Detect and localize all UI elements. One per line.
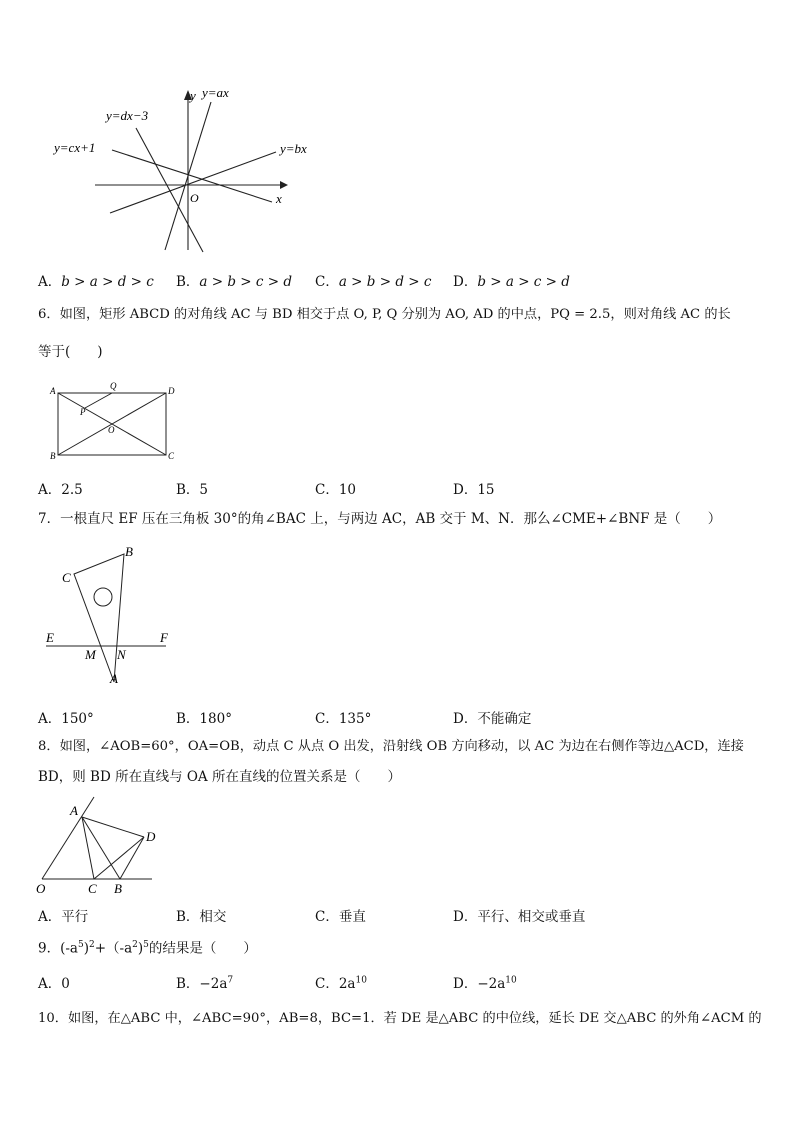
q5-option-c[interactable]: C．a > b > d > c	[315, 274, 432, 290]
origin-label: O	[190, 191, 199, 205]
label-b: B	[114, 881, 122, 896]
q8-option-c[interactable]: C．垂直	[315, 909, 366, 925]
label-c: C	[88, 881, 97, 896]
label-d: D	[146, 829, 156, 844]
q5-option-b[interactable]: B．a > b > c > d	[176, 274, 292, 290]
line-bx-label: y=bx	[280, 141, 307, 156]
q6-options	[38, 478, 758, 498]
label-p: P	[80, 407, 86, 417]
line-dx-label: y=dx−3	[106, 108, 149, 123]
segment-ad	[82, 817, 144, 837]
set-square-hole	[94, 588, 112, 606]
label-o: O	[36, 881, 46, 896]
q7-option-a[interactable]: A．150°	[38, 711, 94, 727]
q7-options	[38, 707, 758, 727]
q8-option-b[interactable]: B．相交	[176, 909, 227, 925]
q8-stem-line1: 8．如图，∠AOB=60°，OA=OB，动点 C 从点 O 出发，沿射线 OB 方向移动，以 AC 为边在右侧作等边△ACD，连接	[38, 739, 744, 754]
q10-stem-line1: 10．如图，在△ABC 中，∠ABC=90°，AB=8，BC=1．若 DE 是△ABC 的中位线，延长 DE 交△ABC 的外角∠ACM 的	[38, 1011, 762, 1026]
q7-figure	[40, 542, 190, 687]
q6-option-d[interactable]: D．15	[453, 482, 495, 498]
label-a: A	[70, 803, 78, 818]
q9-option-b[interactable]: B．$-2a^7$	[176, 975, 234, 992]
q6-stem-line2: 等于( )	[38, 344, 103, 360]
q7-option-c[interactable]: C．135°	[315, 711, 372, 727]
segment-pq	[85, 393, 112, 408]
q5-figure	[40, 80, 320, 255]
q7-stem-line1: 7．一根直尺 EF 压在三角板 30°的角∠BAC 上，与两边 AC，AB 交于 M、N．那么∠CME+∠BNF 是（ ）	[38, 511, 722, 527]
label-c: C	[168, 451, 175, 461]
label-c: C	[62, 570, 71, 585]
q9-option-a[interactable]: A．0	[38, 976, 70, 992]
q5-option-a[interactable]: A．b > a > d > c	[38, 274, 154, 290]
segment-bd	[120, 837, 144, 879]
q8-option-d[interactable]: D．平行、相交或垂直	[453, 909, 586, 925]
q8-stem-line2: BD，则 BD 所在直线与 OA 所在直线的位置关系是（ ）	[38, 769, 401, 785]
q7-option-d[interactable]: D．不能确定	[453, 711, 532, 727]
q6-option-a[interactable]: A．2.5	[38, 482, 83, 498]
q8-figure	[34, 795, 164, 897]
label-n: N	[117, 647, 126, 662]
label-f: F	[160, 630, 168, 645]
label-m: M	[85, 647, 96, 662]
line-dx	[136, 128, 203, 252]
q9-option-c[interactable]: C．$2a^{10}$	[315, 975, 367, 992]
q9-options	[38, 972, 758, 992]
q6-option-b[interactable]: B．5	[176, 482, 209, 498]
q5-option-d[interactable]: D．b > a > c > d	[453, 274, 570, 290]
q9-option-d[interactable]: D．$-2a^{10}$	[453, 975, 517, 992]
label-a: A	[50, 386, 56, 396]
q6-option-c[interactable]: C．10	[315, 482, 357, 498]
label-b: B	[50, 451, 56, 461]
label-e: E	[46, 630, 54, 645]
q5-options	[38, 270, 758, 290]
label-b: B	[125, 544, 133, 559]
q7-option-b[interactable]: B．180°	[176, 711, 232, 727]
q8-option-a[interactable]: A．平行	[38, 909, 89, 925]
label-q: Q	[110, 381, 117, 391]
y-axis-label: y	[190, 88, 196, 103]
line-cx-label: y=cx+1	[54, 140, 96, 155]
q8-options	[38, 905, 758, 925]
q9-stem: 9．$(-a^5)^2+(-a^2)^5$的结果是（ ）	[38, 940, 257, 957]
label-d: D	[168, 386, 175, 396]
x-axis-label: x	[276, 191, 282, 206]
line-ax-label: y=ax	[202, 85, 229, 100]
q6-figure	[44, 380, 184, 462]
label-o: O	[108, 425, 115, 435]
segment-cd	[94, 837, 144, 879]
label-a: A	[110, 671, 118, 686]
x-axis-arrow	[280, 181, 288, 189]
q6-stem-line1: 6．如图，矩形 ABCD 的对角线 AC 与 BD 相交于点 O, P, Q 分别为 AO, AD 的中点，PQ = 2.5，则对角线 AC 的长	[38, 307, 731, 322]
set-square	[74, 554, 124, 682]
